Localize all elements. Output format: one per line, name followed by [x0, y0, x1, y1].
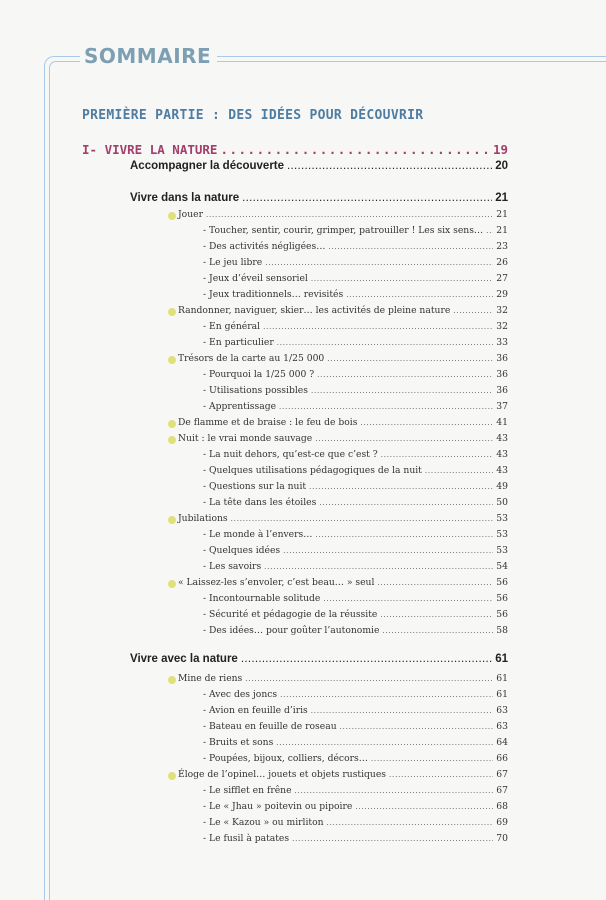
section-label: Vivre avec la nature [130, 653, 238, 665]
toc-subitem[interactable] [203, 257, 508, 268]
toc-subitem[interactable] [203, 449, 508, 460]
toc-subitem[interactable] [203, 321, 508, 332]
item-page: 56 [496, 609, 508, 620]
toc-subitem[interactable] [203, 481, 508, 492]
item-label: - Pourquoi la 1/25 000 ? [203, 369, 315, 380]
toc-section[interactable] [130, 192, 508, 204]
toc-subitem[interactable] [203, 385, 508, 396]
toc-subitem[interactable] [203, 529, 508, 540]
toc-subitem[interactable] [203, 497, 508, 508]
item-label: - Incontournable solitude [203, 593, 321, 604]
item-page: 56 [496, 577, 508, 588]
item-page: 27 [496, 273, 508, 284]
item-page: 26 [496, 257, 508, 268]
dot-leader [264, 561, 493, 572]
toc-subitem[interactable] [203, 817, 508, 828]
toc-item[interactable] [168, 769, 508, 780]
item-label: - Avion en feuille d’iris [203, 705, 308, 716]
dot-leader [389, 769, 493, 780]
toc-subitem[interactable] [203, 225, 508, 236]
toc-subitem[interactable] [203, 689, 508, 700]
dot-leader [265, 257, 493, 268]
item-label: De flamme et de braise : le feu de bois [178, 417, 358, 428]
dot-leader [245, 673, 493, 684]
item-page: 54 [496, 561, 508, 572]
item-page: 36 [496, 385, 508, 396]
item-label: - Le sifflet en frêne [203, 785, 292, 796]
dot-leader [283, 545, 493, 556]
dot-leader [340, 721, 494, 732]
item-page: 21 [496, 209, 508, 220]
item-label: - Le monde à l’envers… [203, 529, 313, 540]
item-page: 41 [496, 417, 508, 428]
item-label: - Bateau en feuille de roseau [203, 721, 337, 732]
item-label: Mine de riens [178, 673, 243, 684]
item-page: 53 [496, 513, 508, 524]
item-label: - Poupées, bijoux, colliers, décors… [203, 753, 368, 764]
item-page: 49 [496, 481, 508, 492]
toc-subitem[interactable] [203, 465, 508, 476]
item-page: 70 [496, 833, 508, 844]
bullet-icon [168, 580, 176, 588]
toc-subitem[interactable] [203, 241, 508, 252]
dot-leader [319, 497, 493, 508]
item-label: Jouer [178, 209, 203, 220]
section-page: 21 [495, 192, 508, 204]
frame-line-left-inner [49, 72, 50, 900]
item-page: 61 [496, 673, 508, 684]
dot-leader [295, 785, 494, 796]
toc-subitem[interactable] [203, 801, 508, 812]
page-title: SOMMAIRE [80, 44, 217, 68]
item-page: 50 [496, 497, 508, 508]
dot-leader [287, 160, 492, 172]
bullet-icon [168, 356, 176, 364]
toc-subitem[interactable] [203, 737, 508, 748]
frame-line-left [44, 70, 45, 900]
dot-leader [276, 737, 493, 748]
item-page: 69 [496, 817, 508, 828]
dot-leader [380, 609, 493, 620]
item-page: 61 [496, 689, 508, 700]
item-page: 67 [496, 785, 508, 796]
item-label: - Utilisations possibles [203, 385, 308, 396]
toc-subitem[interactable] [203, 337, 508, 348]
toc-subitem[interactable] [203, 833, 508, 844]
toc-subitem[interactable] [203, 289, 508, 300]
toc-section[interactable] [130, 653, 508, 665]
item-page: 33 [496, 337, 508, 348]
dot-leader [346, 289, 493, 300]
item-label: - Le « Jhau » poitevin ou pipoire [203, 801, 353, 812]
item-label: - Jeux traditionnels… revisités [203, 289, 344, 300]
bullet-icon [168, 516, 176, 524]
item-label: - Apprentissage [203, 401, 277, 412]
section-page: 20 [495, 160, 508, 172]
item-label: - Quelques utilisations pédagogiques de la nuit [203, 465, 422, 476]
toc-subitem[interactable] [203, 625, 508, 636]
dot-leader [206, 209, 493, 220]
dot-leader [323, 593, 493, 604]
dot-leader [231, 513, 494, 524]
item-label: - Bruits et sons [203, 737, 274, 748]
dot-leader [453, 305, 493, 316]
dot-leader [311, 385, 493, 396]
section-label: Accompagner la découverte [130, 160, 285, 172]
toc-subitem[interactable] [203, 561, 508, 572]
item-label: - Des idées… pour goûter l’autonomie [203, 625, 380, 636]
dot-leader [277, 337, 494, 348]
dot-leader [377, 577, 493, 588]
item-page: 68 [496, 801, 508, 812]
item-label: - Le « Kazou » ou mirliton [203, 817, 324, 828]
item-page: 29 [496, 289, 508, 300]
item-label: - En général [203, 321, 261, 332]
item-page: 43 [496, 449, 508, 460]
dot-leader [279, 401, 493, 412]
toc-subitem[interactable] [203, 369, 508, 380]
dot-leader [315, 529, 493, 540]
toc-item[interactable] [168, 577, 508, 588]
item-label: - Des activités négligées… [203, 241, 326, 252]
section-page: 61 [495, 653, 508, 665]
toc-chapter[interactable] [82, 142, 508, 157]
toc-subitem[interactable] [203, 721, 508, 732]
item-page: 63 [496, 721, 508, 732]
chapter-page: 19 [492, 142, 508, 157]
item-page: 37 [496, 401, 508, 412]
toc-item[interactable] [168, 305, 508, 316]
toc-item[interactable] [168, 353, 508, 364]
item-page: 53 [496, 545, 508, 556]
item-label: Randonner, naviguer, skier… les activités de pleine nature [178, 305, 451, 316]
item-label: - Sécurité et pédagogie de la réussite [203, 609, 378, 620]
item-page: 36 [496, 353, 508, 364]
item-label: - La nuit dehors, qu’est-ce que c’est ? [203, 449, 378, 460]
item-label: - Quelques idées [203, 545, 281, 556]
dot-leader [292, 833, 493, 844]
dot-leader [311, 273, 493, 284]
toc-section[interactable] [130, 160, 508, 172]
dot-leader [220, 142, 489, 157]
toc-subitem[interactable] [203, 705, 508, 716]
dot-leader [486, 225, 493, 236]
item-page: 64 [496, 737, 508, 748]
item-label: Nuit : le vrai monde sauvage [178, 433, 313, 444]
dot-leader [315, 433, 493, 444]
bullet-icon [168, 212, 176, 220]
dot-leader [327, 817, 494, 828]
dot-leader [425, 465, 493, 476]
bullet-icon [168, 436, 176, 444]
item-label: - Questions sur la nuit [203, 481, 307, 492]
dot-leader [241, 653, 492, 665]
item-page: 43 [496, 465, 508, 476]
chapter-label: I- VIVRE LA NATURE [82, 142, 218, 157]
item-label: Jubilations [178, 513, 228, 524]
frame-corner-inner [49, 61, 68, 76]
toc-subitem[interactable] [203, 609, 508, 620]
dot-leader [328, 241, 493, 252]
section-label: Vivre dans la nature [130, 192, 240, 204]
item-page: 53 [496, 529, 508, 540]
toc-subitem[interactable] [203, 593, 508, 604]
item-page: 36 [496, 369, 508, 380]
dot-leader [309, 481, 493, 492]
dot-leader [381, 449, 494, 460]
dot-leader [360, 417, 493, 428]
dot-leader [327, 353, 493, 364]
item-label: - La tête dans les étoiles [203, 497, 317, 508]
bullet-icon [168, 676, 176, 684]
item-page: 67 [496, 769, 508, 780]
item-page: 66 [496, 753, 508, 764]
item-label: - Avec des joncs [203, 689, 278, 700]
toc-item[interactable] [168, 673, 508, 684]
item-label: - Toucher, sentir, courir, grimper, patrouiller ! Les six sens… [203, 225, 484, 236]
bullet-icon [168, 420, 176, 428]
toc-subitem[interactable] [203, 401, 508, 412]
item-label: - En particulier [203, 337, 274, 348]
dot-leader [280, 689, 493, 700]
toc-subitem[interactable] [203, 545, 508, 556]
dot-leader [317, 369, 493, 380]
item-label: Trésors de la carte au 1/25 000 [178, 353, 325, 364]
item-label: Éloge de l’opinel… jouets et objets rustiques [178, 769, 387, 780]
toc-subitem[interactable] [203, 273, 508, 284]
dot-leader [382, 625, 493, 636]
toc-item[interactable] [168, 433, 508, 444]
item-page: 58 [496, 625, 508, 636]
item-page: 32 [496, 321, 508, 332]
item-page: 43 [496, 433, 508, 444]
bullet-icon [168, 308, 176, 316]
toc-item[interactable] [168, 513, 508, 524]
dot-leader [263, 321, 493, 332]
item-label: - Le fusil à patates [203, 833, 290, 844]
toc-subitem[interactable] [203, 785, 508, 796]
item-label: - Les savoirs [203, 561, 262, 572]
item-label: - Le jeu libre [203, 257, 263, 268]
dot-leader [355, 801, 493, 812]
dot-leader [311, 705, 494, 716]
part-heading: PREMIÈRE PARTIE : DES IDÉES POUR DÉCOUVRIR [82, 108, 424, 123]
item-page: 32 [496, 305, 508, 316]
dot-leader [242, 192, 492, 204]
item-page: 56 [496, 593, 508, 604]
item-page: 21 [496, 225, 508, 236]
item-label: « Laissez-les s’envoler, c’est beau… » seul [178, 577, 375, 588]
bullet-icon [168, 772, 176, 780]
toc-subitem[interactable] [203, 753, 508, 764]
toc-item[interactable] [168, 209, 508, 220]
item-page: 23 [496, 241, 508, 252]
item-page: 63 [496, 705, 508, 716]
item-label: - Jeux d’éveil sensoriel [203, 273, 308, 284]
toc-item[interactable] [168, 417, 508, 428]
dot-leader [371, 753, 493, 764]
